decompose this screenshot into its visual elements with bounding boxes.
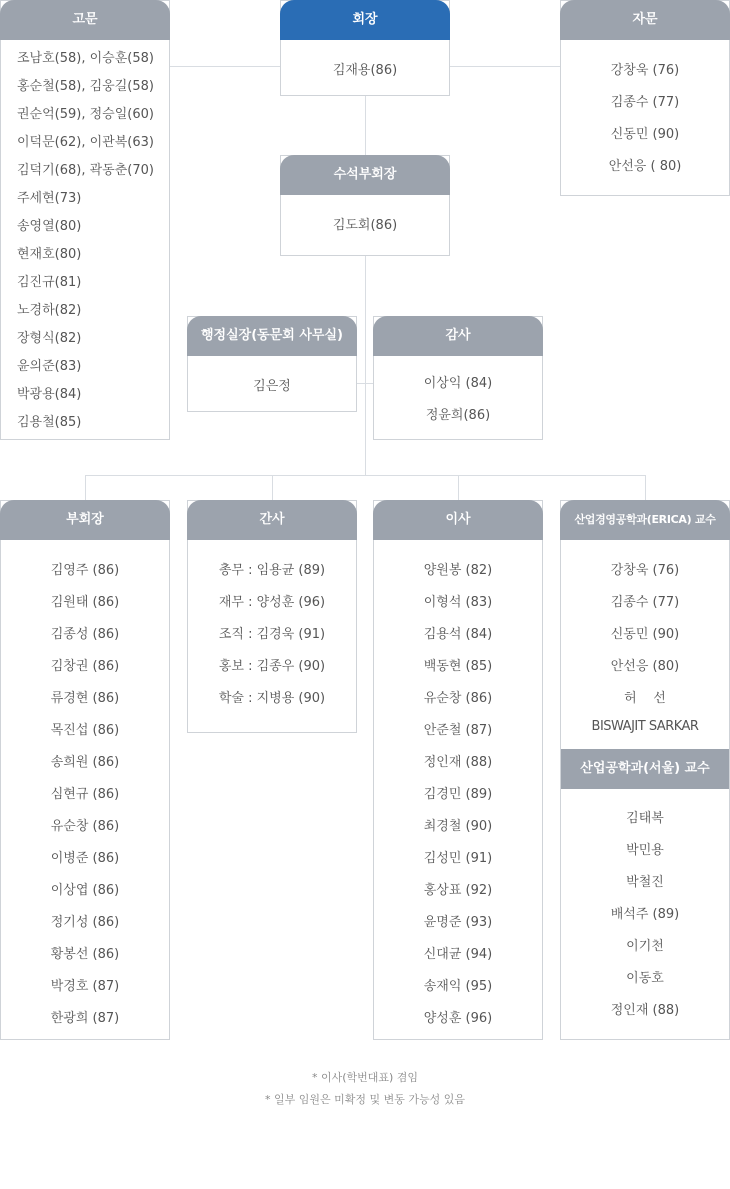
- advisor-item: 윤의준(83): [17, 359, 82, 374]
- seoul-professor-item: 이동호: [626, 971, 664, 986]
- auditor-item: 이상익 (84): [423, 376, 493, 391]
- connector-advisors-president: [169, 66, 281, 67]
- director-item: 김용석 (84): [423, 627, 493, 642]
- connector-president-consultants: [449, 66, 561, 67]
- secretary-item: 학술 : 지병용 (90): [218, 691, 326, 706]
- connector-main-trunk: [365, 255, 366, 475]
- connector-bottom-bar: [85, 475, 646, 476]
- advisor-item: 김진규(81): [17, 275, 82, 290]
- footnote: * 일부 임원은 미확정 및 변동 가능성 있음: [265, 1093, 465, 1106]
- footnote: * 이사(학번대표) 겸임: [311, 1071, 419, 1084]
- director-item: 홍상표 (92): [423, 883, 493, 898]
- vice-president-item: 김영주 (86): [50, 563, 120, 578]
- auditors-header: 감사: [373, 316, 543, 356]
- seoul-professor-item: 박민용: [626, 843, 664, 858]
- director-item: 김경민 (89): [423, 787, 493, 802]
- vice-president-item: 심현규 (86): [50, 787, 120, 802]
- consultant-item: 안선응 ( 80): [608, 159, 682, 174]
- advisor-item: 송영열(80): [17, 219, 82, 234]
- secretary-item: 홍보 : 김종우 (90): [218, 659, 326, 674]
- vice-president-item: 목진섭 (86): [50, 723, 120, 738]
- director-item: 이형석 (83): [423, 595, 493, 610]
- erica-professor-item: 김종수 (77): [610, 595, 680, 610]
- consultants-header: 자문: [560, 0, 730, 40]
- advisor-item: 노경하(82): [17, 303, 82, 318]
- advisor-item: 조남호(58), 이승훈(58): [17, 51, 154, 66]
- director-item: 양성훈 (96): [423, 1011, 493, 1026]
- advisor-item: 현재호(80): [17, 247, 82, 262]
- seoul-professors-header: 산업공학과(서울) 교수: [561, 749, 729, 789]
- director-item: 최경철 (90): [423, 819, 493, 834]
- vice-president-item: 송희원 (86): [50, 755, 120, 770]
- director-item: 백동현 (85): [423, 659, 493, 674]
- erica-professor-item: 허 선: [624, 691, 666, 706]
- senior-vp-header: 수석부회장: [280, 155, 450, 195]
- erica-professor-item: 신동민 (90): [610, 627, 680, 642]
- advisor-item: 박광용(84): [17, 387, 82, 402]
- advisor-item: 장형식(82): [17, 331, 82, 346]
- directors-header: 이사: [373, 500, 543, 540]
- consultant-item: 강창욱 (76): [610, 63, 680, 78]
- seoul-professor-item: 이기천: [626, 939, 664, 954]
- advisor-item: 주세현(73): [17, 191, 82, 206]
- vice-president-item: 이상엽 (86): [50, 883, 120, 898]
- director-item: 김성민 (91): [423, 851, 493, 866]
- connector-drop-vp: [85, 475, 86, 501]
- vice-president-item: 황봉선 (86): [50, 947, 120, 962]
- connector-drop-secretaries: [272, 475, 273, 501]
- advisor-item: 김용철(85): [17, 415, 82, 430]
- vice-president-item: 한광희 (87): [50, 1011, 120, 1026]
- seoul-professor-item: 배석주 (89): [610, 907, 680, 922]
- director-item: 안준철 (87): [423, 723, 493, 738]
- vice-president-item: 유순창 (86): [50, 819, 120, 834]
- erica-professors-header: 산업경영공학과(ERICA) 교수: [560, 500, 730, 540]
- director-item: 송재익 (95): [423, 979, 493, 994]
- director-item: 양원봉 (82): [423, 563, 493, 578]
- auditor-item: 정윤희(86): [425, 408, 491, 423]
- seoul-professor-item: 정인재 (88): [610, 1003, 680, 1018]
- admin-name: 김은정: [253, 379, 291, 394]
- vice-presidents-header: 부회장: [0, 500, 170, 540]
- admin-header: 행정실장(동문회 사무실): [187, 316, 357, 356]
- erica-professor-item: 강창욱 (76): [610, 563, 680, 578]
- vice-president-item: 박경호 (87): [50, 979, 120, 994]
- vice-president-item: 정기성 (86): [50, 915, 120, 930]
- consultant-item: 김종수 (77): [610, 95, 680, 110]
- director-item: 정인재 (88): [423, 755, 493, 770]
- connector-admin-auditors: [356, 383, 374, 384]
- seoul-professor-item: 박철진: [626, 875, 664, 890]
- secretary-item: 재무 : 양성훈 (96): [218, 595, 326, 610]
- erica-professor-item: BISWAJIT SARKAR: [591, 719, 699, 734]
- vice-president-item: 류경현 (86): [50, 691, 120, 706]
- secretary-item: 조직 : 김경욱 (91): [218, 627, 326, 642]
- vice-president-item: 이병준 (86): [50, 851, 120, 866]
- president-name: 김재용(86): [332, 63, 398, 78]
- connector-drop-professors: [645, 475, 646, 501]
- president-header: 회장: [280, 0, 450, 40]
- vice-president-item: 김종성 (86): [50, 627, 120, 642]
- advisor-item: 권순억(59), 정승일(60): [17, 107, 154, 122]
- advisor-item: 김덕기(68), 곽동춘(70): [17, 163, 154, 178]
- vice-president-item: 김창권 (86): [50, 659, 120, 674]
- secretaries-header: 간사: [187, 500, 357, 540]
- advisors-header: 고문: [0, 0, 170, 40]
- director-item: 윤명준 (93): [423, 915, 493, 930]
- seoul-professor-item: 김태복: [626, 811, 664, 826]
- senior-vp-name: 김도회(86): [332, 218, 398, 233]
- erica-professor-item: 안선응 (80): [610, 659, 680, 674]
- advisor-item: 홍순철(58), 김웅길(58): [17, 79, 154, 94]
- connector-president-seniorvp: [365, 95, 366, 156]
- director-item: 신대균 (94): [423, 947, 493, 962]
- vice-president-item: 김원태 (86): [50, 595, 120, 610]
- director-item: 유순창 (86): [423, 691, 493, 706]
- consultant-item: 신동민 (90): [610, 127, 680, 142]
- advisor-item: 이덕문(62), 이관복(63): [17, 135, 154, 150]
- secretary-item: 총무 : 임용균 (89): [218, 563, 326, 578]
- connector-drop-directors: [458, 475, 459, 501]
